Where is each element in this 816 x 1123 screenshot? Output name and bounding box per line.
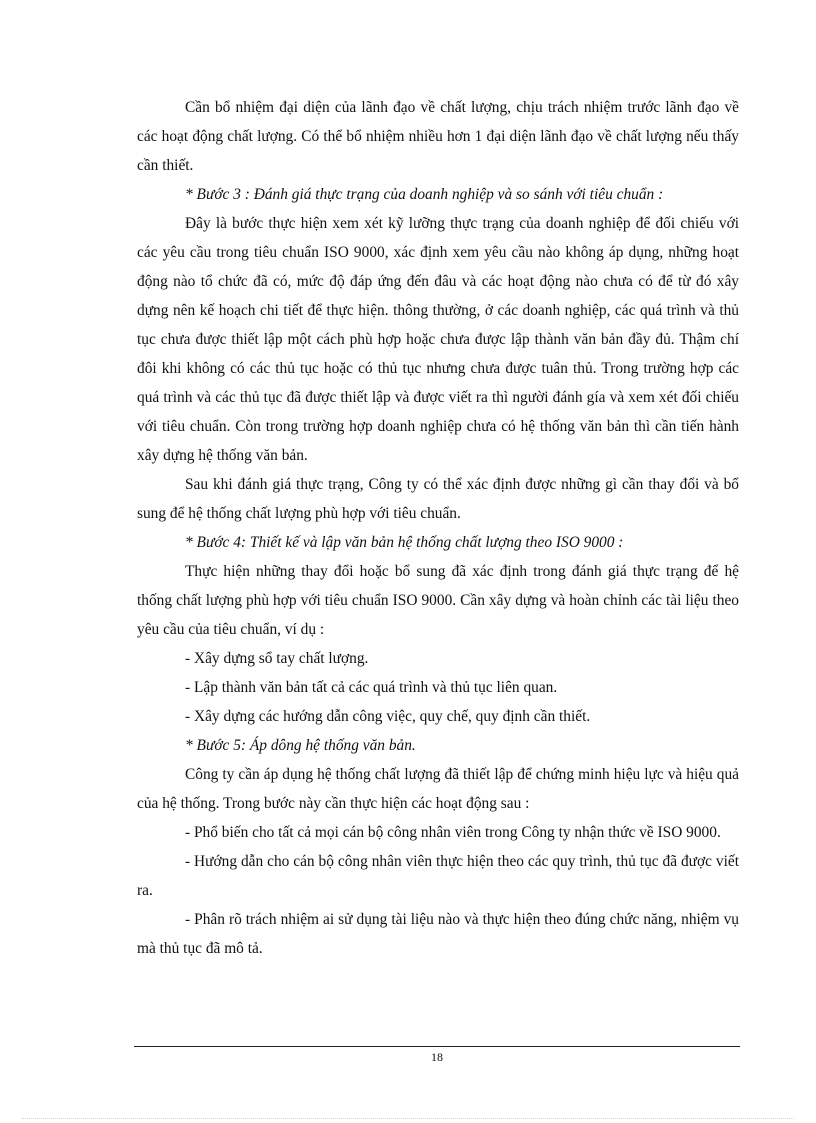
page-number: 18: [431, 1050, 443, 1064]
document-body: [137, 93, 739, 963]
heading-step-5: * Bước 5: Áp dông hệ thống văn bản.: [185, 737, 416, 754]
paragraph-step-5-apply: Công ty cần áp dụng hệ thống chất lượng đã thiết lập để chứng minh hiệu lực và hiệu quả của hệ thống. Trong bước này cần thực hiện các hoạt động sau :: [137, 766, 739, 812]
list-item-work-instructions: - Xây dựng các hướng dẫn công việc, quy chế, quy định cần thiết.: [185, 708, 591, 725]
list-item-assign-responsibility: - Phân rõ trách nhiệm ai sử dụng tài liệu nào và thực hiện theo đúng chức năng, nhiệm vụ mà thủ tục đã mô tả.: [137, 911, 739, 957]
page-bottom-border: [22, 1118, 794, 1119]
list-item-quality-manual: - Xây dựng sổ tay chất lượng.: [185, 650, 369, 667]
footer-divider: [134, 1046, 740, 1047]
list-item-disseminate: - Phổ biến cho tất cả mọi cán bộ công nhân viên trong Công ty nhận thức về ISO 9000.: [185, 824, 721, 841]
paragraph-step-3-assessment: Đây là bước thực hiện xem xét kỹ lưỡng thực trạng của doanh nghiệp để đối chiếu với các yêu cầu trong tiêu chuẩn ISO 9000, xác định xem yêu cầu nào không áp dụng, những hoạt động nào tổ chức đã có, mức độ đáp ứng đến đâu và các hoạt động nào chưa có để từ đó xây dựng nên kế hoạch chi tiết để thực hiện. thông thường, ở các doanh nghiệp, các quá trình và thủ tục chưa được thiết lập một cách phù hợp hoặc chưa được lập thành văn bản đầy đủ. Thậm chí đôi khi không có các thủ tục hoặc có thủ tục nhưng chưa được tuân thủ. Trong trường hợp các quá trình và các thủ tục đã được thiết lập và được viết ra thì người đánh gía và xem xét đối chiếu với tiêu chuẩn. Còn trong trường hợp doanh nghiệp chưa có hệ thống văn bản thì cần tiến hành xây dựng hệ thống văn bản.: [137, 215, 739, 464]
paragraph-after-assessment: Sau khi đánh giá thực trạng, Công ty có thể xác định được những gì cần thay đổi và bổ sung để hệ thống chất lượng phù hợp với tiêu chuẩn.: [137, 476, 739, 522]
list-item-document-processes: - Lập thành văn bản tất cả các quá trình và thủ tục liên quan.: [185, 679, 558, 696]
list-item-guide-staff: - Hướng dẫn cho cán bộ công nhân viên thực hiện theo các quy trình, thủ tục đã được viết ra.: [137, 853, 739, 899]
heading-step-3: * Bước 3 : Đánh giá thực trạng của doanh nghiệp và so sánh với tiêu chuẩn :: [185, 186, 664, 203]
paragraph-step-4-design: Thực hiện những thay đổi hoặc bổ sung đã xác định trong đánh giá thực trạng để hệ thống chất lượng phù hợp với tiêu chuẩn ISO 9000. Cần xây dựng và hoàn chỉnh các tài liệu theo yêu cầu của tiêu chuẩn, ví dụ :: [137, 563, 739, 638]
heading-step-4: * Bước 4: Thiết kế và lập văn bản hệ thống chất lượng theo ISO 9000 :: [185, 534, 624, 551]
paragraph-appoint-representative: Cần bổ nhiệm đại diện của lãnh đạo về chất lượng, chịu trách nhiệm trước lãnh đạo về các hoạt động chất lượng. Có thể bổ nhiệm nhiều hơn 1 đại diện lãnh đạo về chất lượng nếu thấy cần thiết.: [137, 99, 739, 174]
